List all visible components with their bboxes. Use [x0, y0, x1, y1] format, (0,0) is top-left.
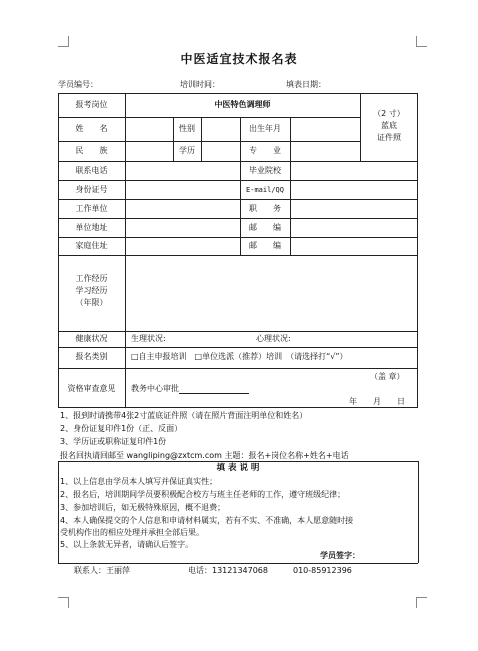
instruction-item-4-cont: 受机构作出的相应处理并承担全部后果。 [60, 528, 204, 537]
academic-approval-label: 教务中心审批 [131, 384, 249, 394]
gender-label: 性别 [179, 124, 195, 133]
date-month: 月 [373, 397, 381, 406]
zip-code-label-2: 邮 编 [249, 241, 281, 250]
instruction-item-2: 2、报名后，培训期间学员要积极配合校方与班主任老师的工作，遵守班级纪律； [60, 490, 346, 499]
study-experience-label: 学习经历 [75, 286, 108, 295]
seal-text: （盖 章） [370, 372, 405, 381]
note-item-3: 3、学历证或职称证复印件1份 [60, 437, 167, 446]
crop-mark-top-right [416, 36, 427, 47]
education-label: 学历 [179, 146, 195, 155]
photo-type-text: 证件照 [377, 133, 401, 142]
student-no-label: 学员编号： [58, 80, 98, 89]
unit-address-label: 单位地址 [75, 223, 108, 232]
school-label: 毕业院校 [249, 166, 281, 175]
date-year: 年 [349, 397, 357, 406]
instruction-item-3: 3、参加培训后，如无极特殊原因，概不退费； [60, 503, 226, 512]
major-label: 专 业 [249, 146, 281, 155]
apply-post-label: 报考岗位 [75, 100, 108, 109]
phone-label: 联系电话 [75, 166, 108, 175]
zip-code-label-1: 邮 编 [249, 223, 281, 232]
work-experience-label: 工作经历 [75, 274, 108, 283]
contact-phone-2: 010-85912396 [293, 566, 352, 575]
crop-mark-bottom-right [416, 597, 427, 608]
crop-mark-bottom-left [58, 597, 69, 608]
work-unit-label: 工作单位 [75, 204, 108, 213]
contact-phone: 电话：13121347068 [188, 566, 268, 575]
note-item-2: 2、身份证复印件1份（正、反面） [60, 424, 183, 433]
train-time-label: 培训时间： [180, 80, 220, 89]
photo-size-text: （2 寸） [373, 109, 405, 118]
instruction-item-5: 5、以上条款无异者，请确认后签字。 [60, 540, 194, 549]
years-label: （年限） [75, 298, 108, 307]
date-day: 日 [397, 397, 405, 406]
id-number-label: 身份证号 [75, 185, 108, 194]
instructions-title: 填 表 说 明 [216, 463, 260, 473]
home-address-label: 家庭住址 [75, 241, 108, 250]
email-qq-label: E-mail/QQ [246, 186, 284, 194]
registration-type-label: 报名类别 [75, 352, 108, 361]
instruction-item-4: 4、本人确保提交的个人信息和申请材料属实，若有不实、不准确，本人愿意随时接 [60, 516, 354, 525]
mental-status-label: 心理状况: [256, 334, 291, 343]
review-opinion-label: 资格审查意见 [67, 384, 116, 393]
crop-mark-top-left [58, 36, 69, 47]
fill-date-label: 填表日期： [286, 80, 326, 89]
contact-person: 联系人：王丽萍 [74, 566, 130, 575]
approval-signature-line[interactable] [179, 384, 249, 394]
note-item-1: 1、报到时请携带4张2寸蓝底证件照（请在照片背面注明单位和姓名） [60, 411, 308, 420]
apply-post-value: 中医特色调理师 [214, 100, 271, 109]
student-signature-label[interactable]: 学员签字： [320, 551, 360, 560]
health-label: 健康状况 [75, 334, 108, 343]
physical-status-label: 生理状况: [131, 334, 166, 343]
photo-bg-text: 蓝底 [381, 121, 397, 130]
form-title: 中医适宜技术报名表 [180, 52, 298, 66]
ethnic-label: 民 族 [75, 146, 108, 155]
birth-label: 出生年月 [249, 124, 281, 133]
email-instruction: 报名回执请回邮至 wangliping@zxtcm.com 主题：报名+岗位名称+姓名+电话 [60, 451, 349, 460]
instruction-item-1: 1、以上信息由学员本人填写并保证真实性； [60, 477, 218, 486]
registration-type-options[interactable]: □自主申报培训 □单位选派（推荐）培训 （请选择打“√”） [131, 352, 348, 361]
position-label: 职 务 [249, 204, 281, 213]
name-label: 姓 名 [75, 124, 108, 133]
